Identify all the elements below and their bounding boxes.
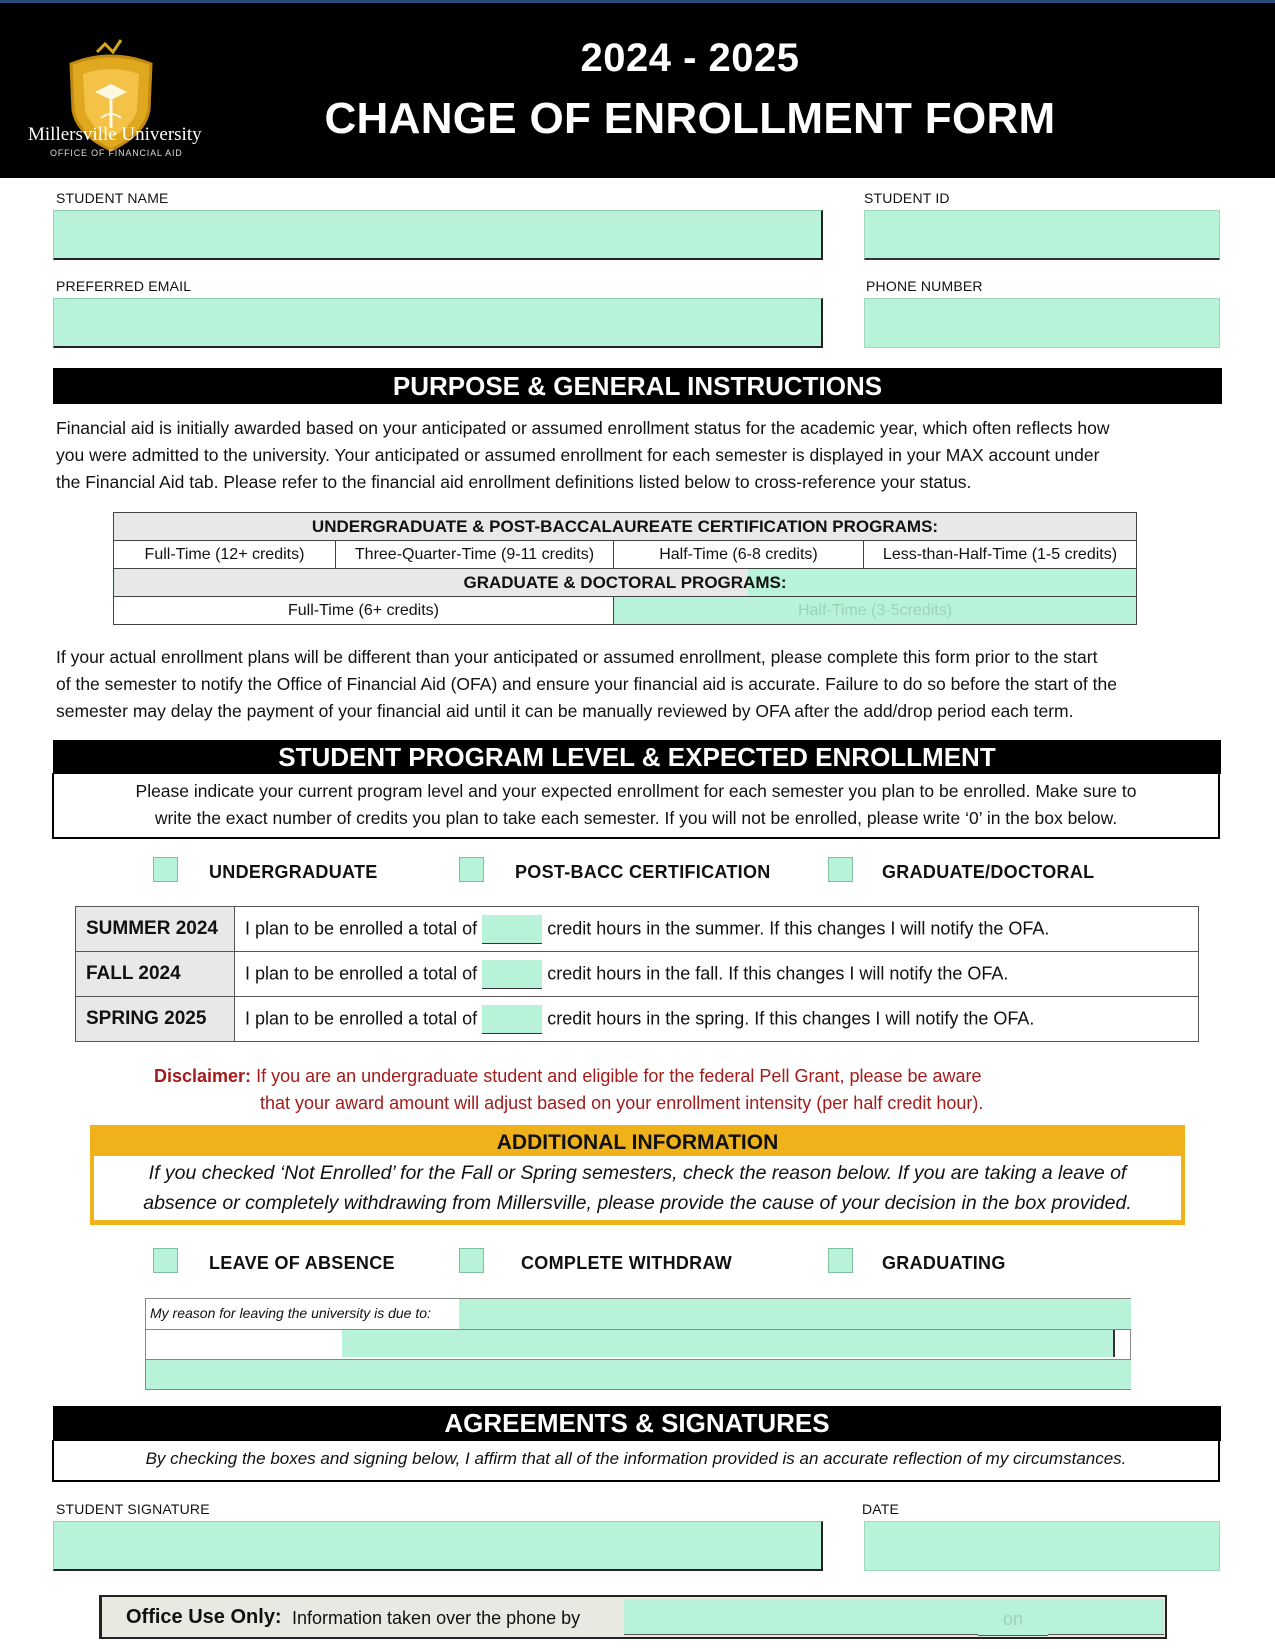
agreements-heading: AGREEMENTS & SIGNATURES <box>53 1406 1221 1441</box>
reason-input-line-2[interactable] <box>342 1330 1115 1357</box>
semester-name: SUMMER 2024 <box>76 907 235 952</box>
reason-box <box>145 1298 1131 1390</box>
complete-withdraw-checkbox[interactable] <box>459 1248 484 1273</box>
student-id-label: STUDENT ID <box>864 190 950 206</box>
additional-info-text: If you checked ‘Not Enrolled’ for the Fall or Spring semesters, check the reason below. If you are taking a leave of absence or completely withdrawing from Millersville, please provide the cause of your decision in the box provided. <box>94 1156 1181 1220</box>
signature-input[interactable] <box>53 1521 823 1571</box>
office-use-text: Information taken over the phone by <box>292 1608 581 1628</box>
date-input[interactable] <box>864 1521 1220 1571</box>
undergraduate-label: UNDERGRADUATE <box>209 862 378 882</box>
office-date-input[interactable] <box>1048 1599 1164 1635</box>
phone-input[interactable] <box>864 298 1220 348</box>
leave-of-absence-checkbox[interactable] <box>153 1248 178 1273</box>
grad-full-time: Full-Time (6+ credits) <box>114 597 614 625</box>
reason-prompt: My reason for leaving the university is due to: <box>150 1305 431 1321</box>
semester-enrollment-table <box>75 906 1199 1042</box>
graduating-label: GRADUATING <box>882 1253 1006 1273</box>
program-instructions: Please indicate your current program level and your expected enrollment for each semester you plan to be enrolled. Make sure to write the exact number of credits you plan to take each semester. If you will not be enrolled, please write ‘0’ in the box below. <box>52 773 1220 839</box>
form-year: 2024 - 2025 <box>580 36 800 80</box>
undergrad-less-than-half: Less-than-Half-Time (1-5 credits) <box>864 541 1137 569</box>
post-bacc-label: POST-BACC CERTIFICATION <box>515 862 771 882</box>
purpose-intro: Financial aid is initially awarded based on your anticipated or assumed enrollment status for the academic year, which often reflects how you were admitted to the university. Your anticipated or assumed enrollment for each semester is displayed in your MAX account under the Financial Aid tab. Please refer to the financial aid enrollment definitions listed below to cross-reference your status. <box>56 418 1110 492</box>
semester-name: FALL 2024 <box>76 952 235 997</box>
grad-header: GRADUATE & DOCTORAL PROGRAMS: <box>114 569 1137 597</box>
office-use-on: on <box>978 1599 1048 1636</box>
graduate-doctoral-label: GRADUATE/DOCTORAL <box>882 862 1095 882</box>
office-name: OFFICE OF FINANCIAL AID <box>50 148 183 158</box>
grad-half-time: Half-Time (3-5credits) <box>614 597 1137 625</box>
undergrad-header: UNDERGRADUATE & POST-BACCALAUREATE CERTIFICATION PROGRAMS: <box>114 513 1137 541</box>
pell-disclaimer: Disclaimer: If you are an undergraduate student and eligible for the federal Pell Grant, please be aware that your award amount will adjust based on your enrollment intensity (per half credit hour). <box>154 1066 984 1113</box>
semester-row-summer: SUMMER 2024 I plan to be enrolled a total of credit hours in the summer. If this changes I will notify the OFA. <box>76 907 1199 952</box>
office-staff-input[interactable] <box>624 1599 978 1635</box>
post-bacc-checkbox[interactable] <box>459 857 484 882</box>
graduating-checkbox[interactable] <box>828 1248 853 1273</box>
semester-row-fall: FALL 2024 I plan to be enrolled a total of credit hours in the fall. If this changes I will notify the OFA. <box>76 952 1199 997</box>
enrollment-definitions-table <box>113 512 1137 625</box>
phone-label: PHONE NUMBER <box>866 278 983 294</box>
additional-info-heading: ADDITIONAL INFORMATION <box>496 1131 779 1154</box>
signature-label: STUDENT SIGNATURE <box>56 1501 210 1517</box>
reason-input-line-3[interactable] <box>146 1359 1131 1389</box>
complete-withdraw-label: COMPLETE WITHDRAW <box>521 1253 733 1273</box>
fall-credits-input[interactable] <box>482 960 542 989</box>
spring-credits-input[interactable] <box>482 1005 542 1034</box>
semester-row-spring: SPRING 2025 I plan to be enrolled a total of credit hours in the spring. If this changes I will notify the OFA. <box>76 997 1199 1042</box>
office-use-box <box>99 1595 1167 1639</box>
program-heading: STUDENT PROGRAM LEVEL & EXPECTED ENROLLMENT <box>53 740 1221 774</box>
email-input[interactable] <box>53 298 823 348</box>
student-name-label: STUDENT NAME <box>56 190 169 206</box>
student-id-input[interactable] <box>864 210 1220 260</box>
summer-credits-input[interactable] <box>482 915 542 944</box>
leave-of-absence-label: LEAVE OF ABSENCE <box>209 1253 395 1273</box>
graduate-doctoral-checkbox[interactable] <box>828 857 853 882</box>
undergrad-three-quarter: Three-Quarter-Time (9-11 credits) <box>336 541 614 569</box>
email-label: PREFERRED EMAIL <box>56 278 192 294</box>
form-title: CHANGE OF ENROLLMENT FORM <box>324 94 1056 143</box>
undergraduate-checkbox[interactable] <box>153 857 178 882</box>
office-use-label: Office Use Only: <box>126 1606 282 1628</box>
additional-info-box <box>90 1125 1185 1225</box>
university-name: Millersville University <box>28 124 202 145</box>
purpose-heading: PURPOSE & GENERAL INSTRUCTIONS <box>53 368 1222 404</box>
agreement-statement: By checking the boxes and signing below, I affirm that all of the information provided is an accurate reflection of my circumstances. <box>52 1440 1220 1482</box>
semester-name: SPRING 2025 <box>76 997 235 1042</box>
date-label: DATE <box>862 1501 900 1517</box>
undergrad-half-time: Half-Time (6-8 credits) <box>614 541 864 569</box>
student-name-input[interactable] <box>53 210 823 260</box>
reason-input-line-1[interactable] <box>459 1299 1131 1329</box>
purpose-outro: If your actual enrollment plans will be different than your anticipated or assumed enrollment, please complete this form prior to the start of the semester to notify the Office of Financial Aid (OFA) and ensure your financial aid is accurate. Failure to do so before the start of the semester may delay the payment of your financial aid until it can be manually reviewed by OFA after the add/drop period each term. <box>56 647 1117 721</box>
undergrad-full-time: Full-Time (12+ credits) <box>114 541 336 569</box>
